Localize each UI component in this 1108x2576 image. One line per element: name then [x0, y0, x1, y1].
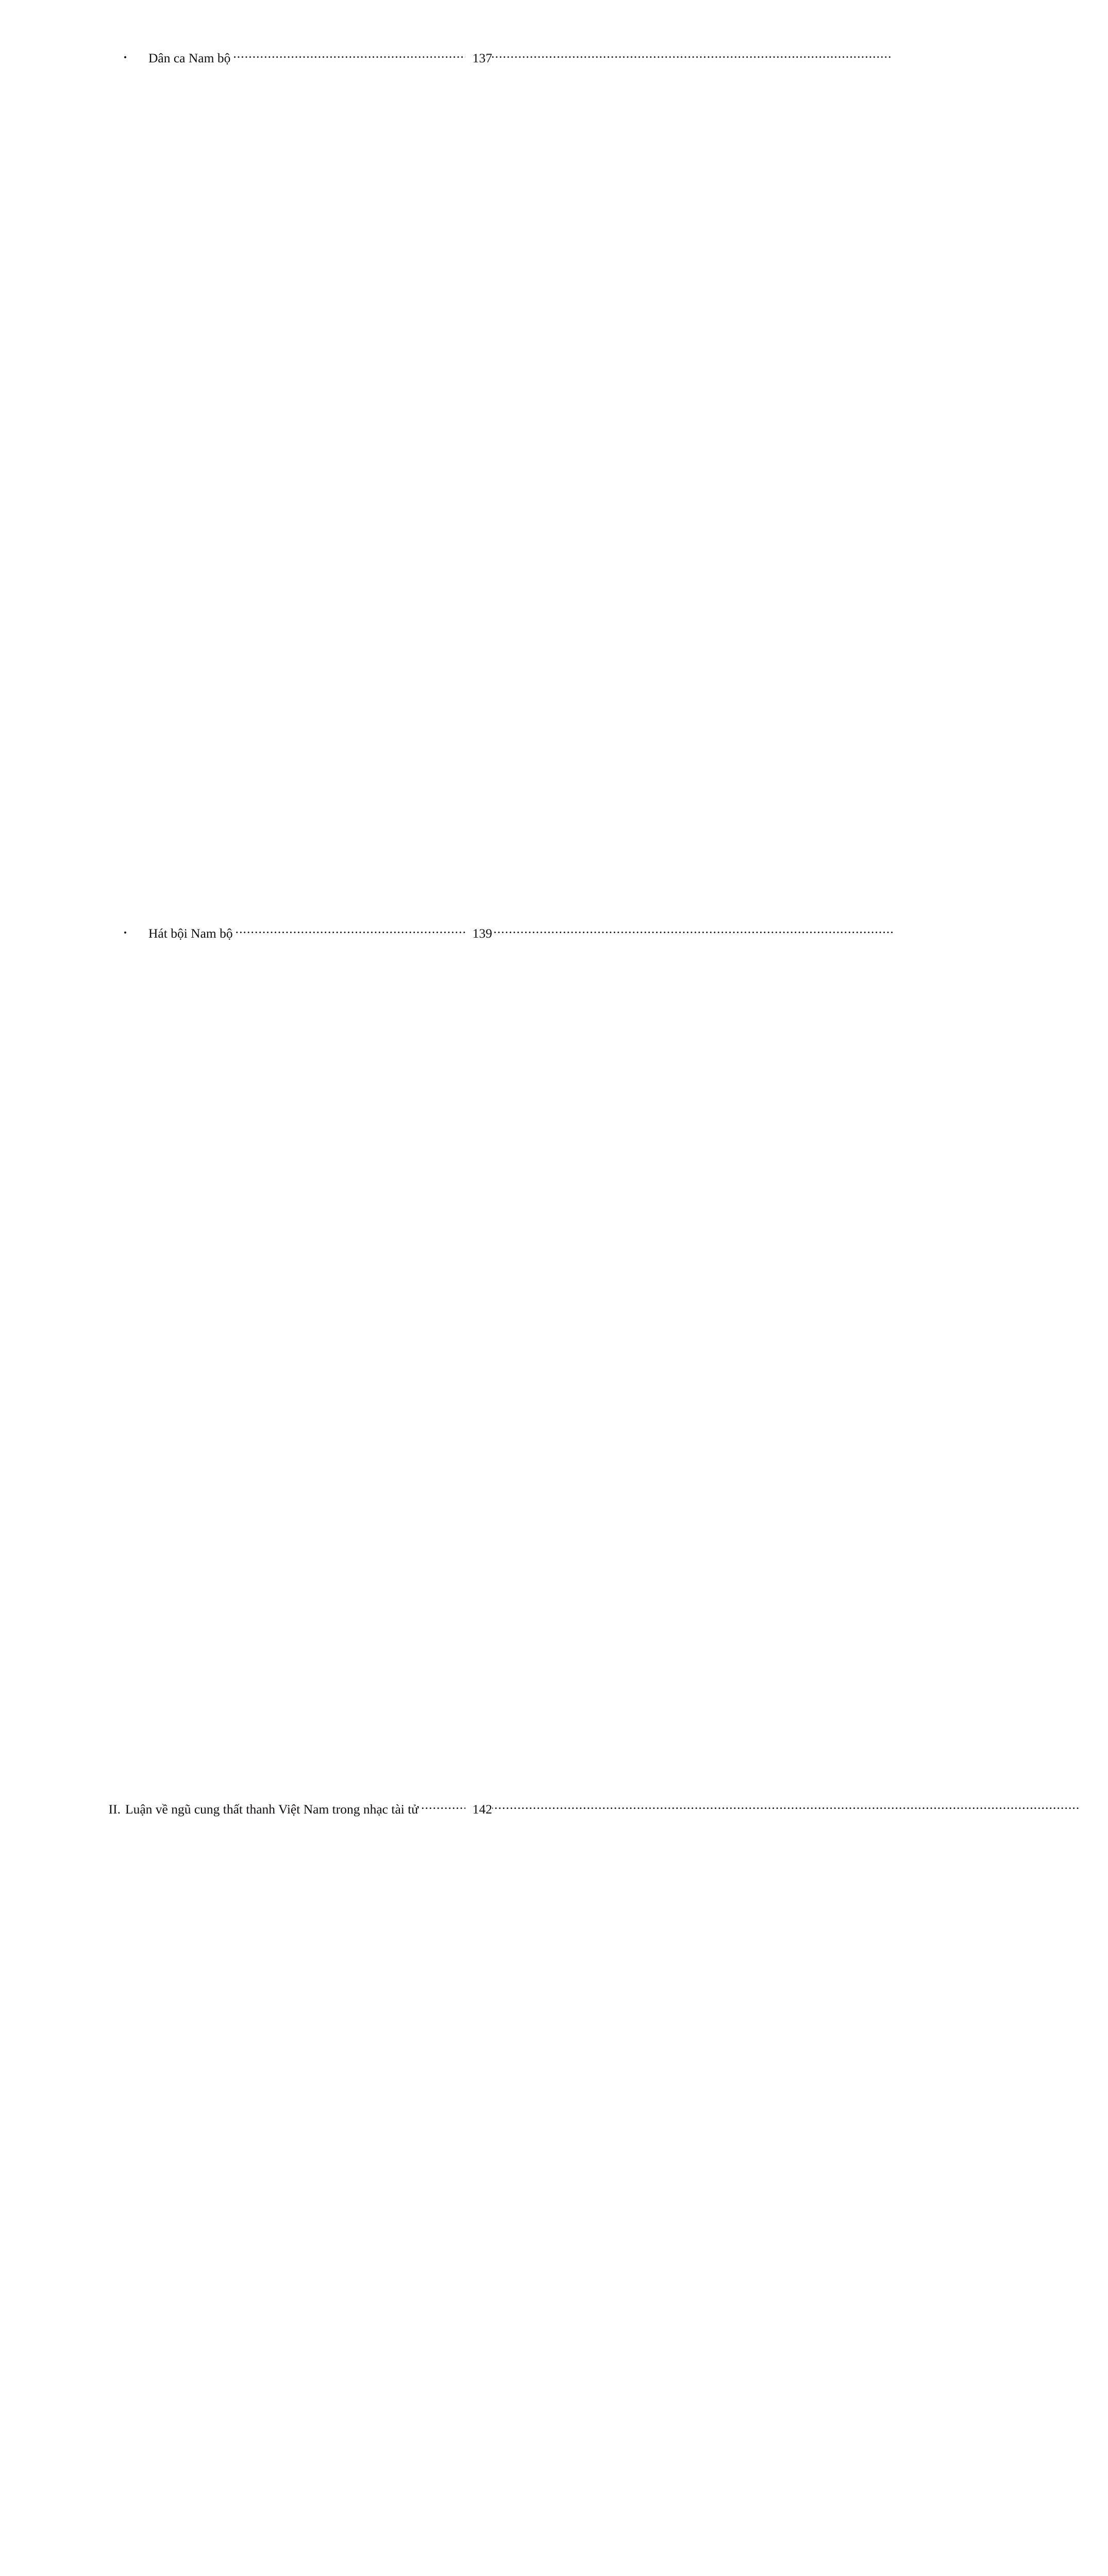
leader-dots	[421, 1800, 463, 1814]
bullet-icon	[124, 53, 148, 62]
document-page	[0, 0, 613, 867]
toc-page-number[interactable]: 137	[465, 52, 492, 918]
toc-entry[interactable]	[93, 1800, 492, 2576]
leader-dots	[236, 925, 463, 938]
toc-entry-label: Hát bội Nam bộ	[148, 927, 233, 940]
toc-page-number[interactable]: 142	[465, 1803, 492, 2576]
toc-entry[interactable]	[124, 925, 492, 1794]
toc-page-number[interactable]: 139	[465, 927, 492, 1793]
toc-entry-label: Luận về ngũ cung thất thanh Việt Nam trong nhạc tài tử	[125, 1803, 418, 1816]
toc-entry-label: Dân ca Nam bộ	[148, 52, 230, 65]
leader-dots	[233, 49, 463, 62]
bullet-icon	[124, 928, 148, 937]
toc-entry-number: II.	[93, 1803, 125, 1816]
table-of-contents	[93, 49, 492, 2576]
toc-entry[interactable]	[124, 49, 492, 918]
